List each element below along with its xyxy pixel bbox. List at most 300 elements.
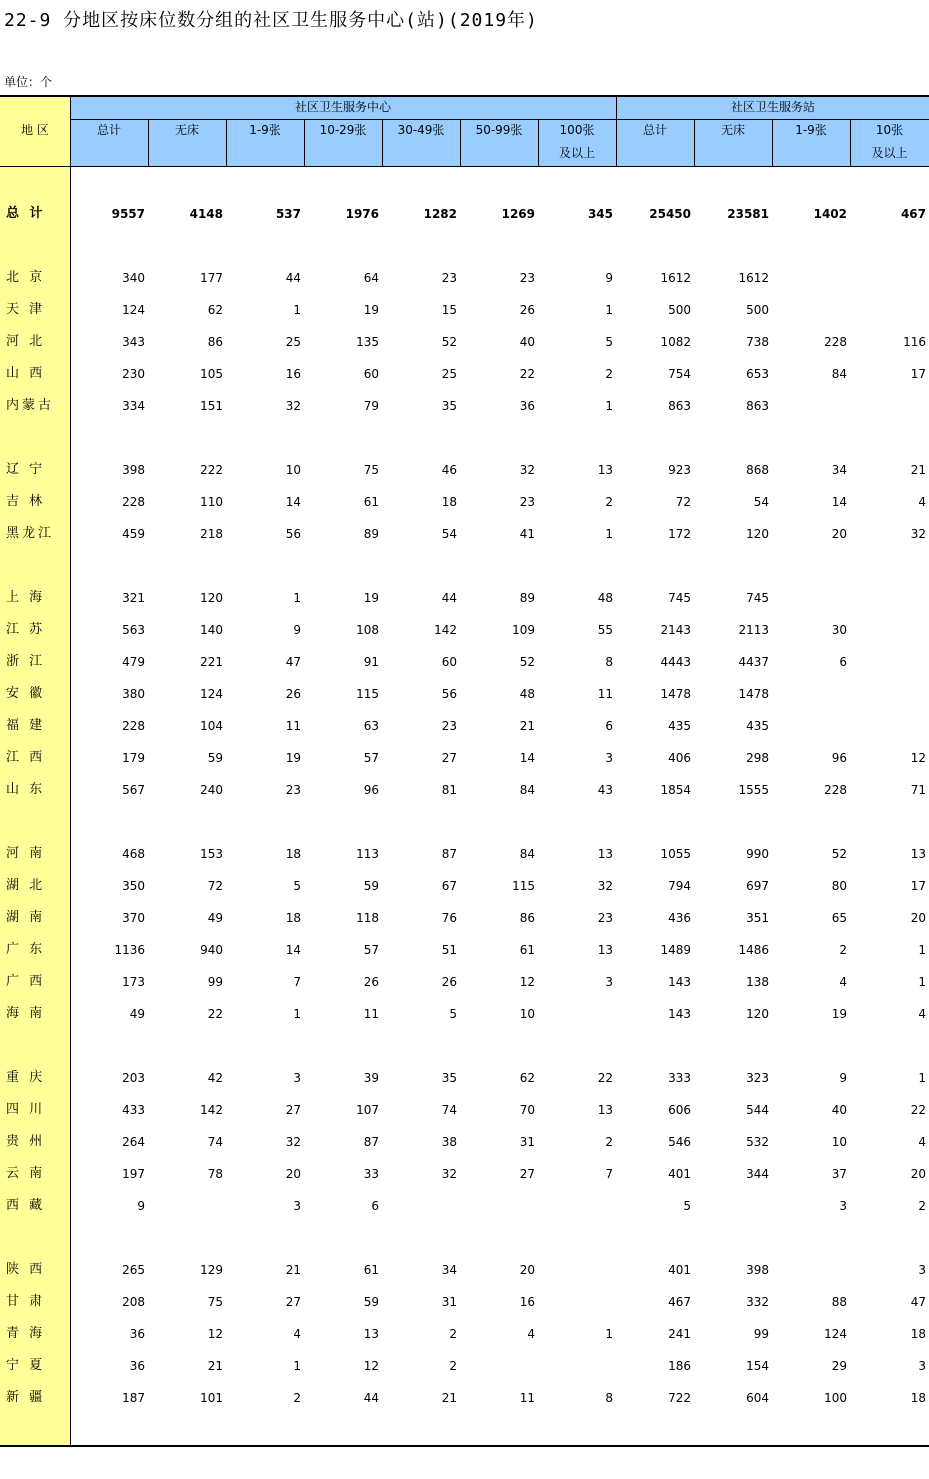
cell-value: 1	[293, 591, 301, 605]
cell-value: 13	[597, 943, 613, 957]
cell-value: 5	[683, 1199, 691, 1213]
cell-value: 8	[605, 1391, 613, 1405]
cell-value: 332	[746, 1295, 769, 1309]
cell-value: 67	[441, 879, 457, 893]
region-name: 湖 北	[6, 878, 46, 893]
cell-value: 222	[200, 463, 223, 477]
cell-value: 1	[605, 527, 613, 541]
table-row	[0, 1062, 929, 1094]
cell-value: 18	[910, 1327, 926, 1341]
cell-value: 25	[285, 335, 301, 349]
cell-value: 22	[910, 1103, 926, 1117]
column-header: 无床	[720, 123, 745, 137]
cell-value: 41	[519, 527, 535, 541]
cell-value: 467	[900, 207, 926, 221]
cell-value: 120	[200, 591, 223, 605]
table-row	[0, 1158, 929, 1190]
cell-value: 4	[839, 975, 847, 989]
table-row	[0, 1254, 929, 1286]
column-header: 10-29张	[319, 123, 367, 137]
cell-value: 1	[918, 943, 926, 957]
cell-value: 39	[363, 1071, 379, 1085]
cell-value: 406	[668, 751, 691, 765]
cell-value: 26	[285, 687, 301, 701]
cell-value: 321	[122, 591, 145, 605]
region-name: 上 海	[6, 590, 46, 605]
cell-value: 2	[449, 1327, 457, 1341]
cell-value: 370	[122, 911, 145, 925]
column-header: 总计	[642, 123, 667, 137]
cell-value: 89	[519, 591, 535, 605]
column-header: 1-9张	[249, 123, 281, 137]
cell-value: 135	[356, 335, 379, 349]
cell-value: 1	[918, 975, 926, 989]
cell-value: 34	[831, 463, 847, 477]
cell-value: 187	[122, 1391, 145, 1405]
cell-value: 55	[597, 623, 613, 637]
cell-value: 56	[285, 527, 301, 541]
table-row	[0, 1094, 929, 1126]
cell-value: 2	[293, 1391, 301, 1405]
cell-value: 56	[441, 687, 457, 701]
cell-value: 22	[207, 1007, 223, 1021]
region-name: 天 津	[6, 302, 46, 317]
region-name: 江 苏	[6, 622, 46, 637]
cell-value: 1478	[660, 687, 691, 701]
table-bottom-rule	[0, 1445, 929, 1447]
cell-value: 75	[207, 1295, 223, 1309]
cell-value: 25	[441, 367, 457, 381]
cell-value: 1269	[501, 207, 535, 221]
cell-value: 532	[746, 1135, 769, 1149]
cell-value: 61	[363, 495, 379, 509]
region-header: 地 区	[21, 123, 49, 137]
cell-value: 544	[746, 1103, 769, 1117]
region-name: 广 西	[6, 974, 46, 989]
cell-value: 18	[285, 911, 301, 925]
cell-value: 4437	[738, 655, 769, 669]
cell-value: 738	[746, 335, 769, 349]
region-name: 北 京	[6, 270, 46, 285]
column-header: 30-49张	[397, 123, 445, 137]
cell-value: 240	[200, 783, 223, 797]
cell-value: 143	[668, 1007, 691, 1021]
cell-value: 1055	[660, 847, 691, 861]
cell-value: 27	[285, 1103, 301, 1117]
cell-value: 20	[285, 1167, 301, 1181]
cell-value: 74	[441, 1103, 457, 1117]
cell-value: 604	[746, 1391, 769, 1405]
cell-value: 64	[363, 271, 379, 285]
table-row	[0, 774, 929, 806]
cell-value: 62	[207, 303, 223, 317]
cell-value: 14	[285, 495, 301, 509]
cell-value: 3	[293, 1199, 301, 1213]
cell-value: 27	[285, 1295, 301, 1309]
cell-value: 173	[122, 975, 145, 989]
cell-value: 37	[831, 1167, 847, 1181]
region-name: 安 徽	[6, 686, 46, 701]
cell-value: 2	[605, 1135, 613, 1149]
cell-value: 697	[746, 879, 769, 893]
table-row	[0, 710, 929, 742]
cell-value: 54	[753, 495, 769, 509]
cell-value: 21	[910, 463, 926, 477]
cell-value: 36	[129, 1359, 145, 1373]
table-row	[0, 902, 929, 934]
cell-value: 11	[519, 1391, 535, 1405]
cell-value: 107	[356, 1103, 379, 1117]
cell-value: 57	[363, 943, 379, 957]
cell-value: 1136	[114, 943, 145, 957]
cell-value: 1854	[660, 783, 691, 797]
cell-value: 62	[519, 1071, 535, 1085]
cell-value: 868	[746, 463, 769, 477]
cell-value: 140	[200, 623, 223, 637]
cell-value: 142	[434, 623, 457, 637]
cell-value: 26	[363, 975, 379, 989]
cell-value: 479	[122, 655, 145, 669]
cell-value: 2	[839, 943, 847, 957]
table-row	[0, 518, 929, 550]
region-name: 湖 南	[6, 910, 46, 925]
cell-value: 25450	[649, 207, 691, 221]
cell-value: 65	[831, 911, 847, 925]
table-row	[0, 1126, 929, 1158]
cell-value: 343	[122, 335, 145, 349]
cell-value: 59	[363, 879, 379, 893]
cell-value: 323	[746, 1071, 769, 1085]
table-row	[0, 390, 929, 422]
station-group-header: 社区卫生服务站	[730, 100, 815, 114]
cell-value: 72	[207, 879, 223, 893]
cell-value: 990	[746, 847, 769, 861]
cell-value: 23581	[727, 207, 769, 221]
cell-value: 179	[122, 751, 145, 765]
cell-value: 10	[285, 463, 301, 477]
region-name: 海 南	[6, 1006, 46, 1021]
cell-value: 12	[910, 751, 926, 765]
cell-value: 745	[746, 591, 769, 605]
cell-value: 16	[285, 367, 301, 381]
region-name: 贵 州	[6, 1134, 46, 1149]
cell-value: 31	[519, 1135, 535, 1149]
cell-value: 13	[597, 1103, 613, 1117]
table-row	[0, 262, 929, 294]
data-table	[0, 95, 929, 1447]
cell-value: 2	[605, 495, 613, 509]
cell-value: 1	[918, 1071, 926, 1085]
cell-value: 1	[293, 1359, 301, 1373]
table-row	[0, 614, 929, 646]
region-name: 辽 宁	[6, 462, 46, 477]
cell-value: 1282	[423, 207, 457, 221]
cell-value: 100	[824, 1391, 847, 1405]
cell-value: 221	[200, 655, 223, 669]
cell-value: 23	[285, 783, 301, 797]
cell-value: 154	[746, 1359, 769, 1373]
cell-value: 14	[831, 495, 847, 509]
cell-value: 60	[363, 367, 379, 381]
cell-value: 138	[746, 975, 769, 989]
cell-value: 43	[597, 783, 613, 797]
cell-value: 79	[363, 399, 379, 413]
cell-value: 1976	[345, 207, 379, 221]
cell-value: 333	[668, 1071, 691, 1085]
cell-value: 21	[207, 1359, 223, 1373]
cell-value: 722	[668, 1391, 691, 1405]
cell-value: 1612	[660, 271, 691, 285]
cell-value: 298	[746, 751, 769, 765]
region-name: 浙 江	[6, 654, 46, 669]
cell-value: 78	[207, 1167, 223, 1181]
table-row	[0, 966, 929, 998]
cell-value: 1082	[660, 335, 691, 349]
table-row	[0, 934, 929, 966]
cell-value: 115	[512, 879, 535, 893]
cell-value: 19	[363, 591, 379, 605]
cell-value: 22	[597, 1071, 613, 1085]
cell-value: 264	[122, 1135, 145, 1149]
cell-value: 29	[831, 1359, 847, 1373]
cell-value: 433	[122, 1103, 145, 1117]
cell-value: 44	[441, 591, 457, 605]
cell-value: 344	[746, 1167, 769, 1181]
region-name: 四 川	[6, 1102, 46, 1117]
cell-value: 3	[605, 751, 613, 765]
cell-value: 109	[512, 623, 535, 637]
cell-value: 13	[597, 847, 613, 861]
cell-value: 36	[519, 399, 535, 413]
column-header: 及以上	[871, 146, 908, 160]
cell-value: 44	[285, 271, 301, 285]
cell-value: 794	[668, 879, 691, 893]
cell-value: 197	[122, 1167, 145, 1181]
cell-value: 9	[605, 271, 613, 285]
cell-value: 23	[441, 271, 457, 285]
region-name: 甘 肃	[6, 1294, 46, 1309]
cell-value: 57	[363, 751, 379, 765]
cell-value: 32	[910, 527, 926, 541]
table-row	[0, 1382, 929, 1414]
cell-value: 863	[668, 399, 691, 413]
cell-value: 6	[839, 655, 847, 669]
cell-value: 3	[918, 1263, 926, 1277]
cell-value: 120	[746, 1007, 769, 1021]
cell-value: 9	[293, 623, 301, 637]
cell-value: 2	[918, 1199, 926, 1213]
table-row	[0, 1286, 929, 1318]
cell-value: 1489	[660, 943, 691, 957]
cell-value: 1555	[738, 783, 769, 797]
cell-value: 33	[363, 1167, 379, 1181]
cell-value: 13	[597, 463, 613, 477]
cell-value: 116	[903, 335, 926, 349]
cell-value: 72	[675, 495, 691, 509]
cell-value: 48	[597, 591, 613, 605]
cell-value: 86	[519, 911, 535, 925]
cell-value: 63	[363, 719, 379, 733]
region-name: 福 建	[6, 718, 46, 733]
cell-value: 228	[122, 719, 145, 733]
cell-value: 177	[200, 271, 223, 285]
region-name: 西 藏	[6, 1198, 46, 1213]
cell-value: 436	[668, 911, 691, 925]
table-row	[0, 486, 929, 518]
table-row	[0, 582, 929, 614]
cell-value: 20	[910, 911, 926, 925]
cell-value: 754	[668, 367, 691, 381]
cell-value: 14	[519, 751, 535, 765]
cell-value: 101	[200, 1391, 223, 1405]
cell-value: 228	[122, 495, 145, 509]
cell-value: 2	[449, 1359, 457, 1373]
cell-value: 108	[356, 623, 379, 637]
cell-value: 10	[831, 1135, 847, 1149]
table-row	[0, 1350, 929, 1382]
region-name: 云 南	[6, 1166, 46, 1181]
cell-value: 567	[122, 783, 145, 797]
cell-value: 87	[363, 1135, 379, 1149]
region-name: 重 庆	[6, 1070, 46, 1085]
cell-value: 4	[918, 1135, 926, 1149]
cell-value: 70	[519, 1103, 535, 1117]
cell-value: 32	[441, 1167, 457, 1181]
cell-value: 35	[441, 1071, 457, 1085]
column-header: 无床	[174, 123, 199, 137]
cell-value: 203	[122, 1071, 145, 1085]
cell-value: 49	[129, 1007, 145, 1021]
cell-value: 124	[122, 303, 145, 317]
cell-value: 80	[831, 879, 847, 893]
cell-value: 21	[441, 1391, 457, 1405]
cell-value: 5	[605, 335, 613, 349]
cell-value: 52	[519, 655, 535, 669]
cell-value: 6	[371, 1199, 379, 1213]
table-row	[0, 1318, 929, 1350]
cell-value: 14	[285, 943, 301, 957]
cell-value: 23	[441, 719, 457, 733]
table-row	[0, 870, 929, 902]
cell-value: 76	[441, 911, 457, 925]
cell-value: 23	[519, 495, 535, 509]
cell-value: 118	[356, 911, 379, 925]
cell-value: 26	[519, 303, 535, 317]
cell-value: 59	[207, 751, 223, 765]
cell-value: 4148	[189, 207, 223, 221]
cell-value: 44	[363, 1391, 379, 1405]
cell-value: 124	[200, 687, 223, 701]
cell-value: 60	[441, 655, 457, 669]
cell-value: 401	[668, 1263, 691, 1277]
column-header: 1-9张	[795, 123, 827, 137]
column-header: 总计	[96, 123, 121, 137]
cell-value: 89	[363, 527, 379, 541]
cell-value: 142	[200, 1103, 223, 1117]
cell-value: 230	[122, 367, 145, 381]
table-row	[0, 678, 929, 710]
cell-value: 13	[910, 847, 926, 861]
cell-value: 10	[519, 1007, 535, 1021]
region-name: 黑龙江	[6, 526, 55, 541]
region-name: 山 西	[6, 366, 46, 381]
cell-value: 228	[824, 335, 847, 349]
cell-value: 105	[200, 367, 223, 381]
cell-value: 380	[122, 687, 145, 701]
cell-value: 115	[356, 687, 379, 701]
cell-value: 16	[519, 1295, 535, 1309]
region-name: 总 计	[6, 206, 46, 221]
cell-value: 22	[519, 367, 535, 381]
cell-value: 2	[605, 367, 613, 381]
cell-value: 32	[285, 399, 301, 413]
cell-value: 4	[527, 1327, 535, 1341]
cell-value: 48	[519, 687, 535, 701]
cell-value: 1486	[738, 943, 769, 957]
cell-value: 71	[910, 783, 926, 797]
region-name: 青 海	[6, 1326, 46, 1341]
cell-value: 32	[285, 1135, 301, 1149]
cell-value: 17	[910, 367, 926, 381]
cell-value: 4	[293, 1327, 301, 1341]
cell-value: 40	[519, 335, 535, 349]
cell-value: 129	[200, 1263, 223, 1277]
cell-value: 52	[831, 847, 847, 861]
cell-value: 923	[668, 463, 691, 477]
cell-value: 18	[441, 495, 457, 509]
cell-value: 459	[122, 527, 145, 541]
cell-value: 334	[122, 399, 145, 413]
cell-value: 143	[668, 975, 691, 989]
cell-value: 151	[200, 399, 223, 413]
cell-value: 88	[831, 1295, 847, 1309]
region-name: 内蒙古	[6, 398, 55, 413]
region-name: 新 疆	[6, 1390, 46, 1405]
cell-value: 15	[441, 303, 457, 317]
cell-value: 7	[293, 975, 301, 989]
cell-value: 153	[200, 847, 223, 861]
cell-value: 19	[285, 751, 301, 765]
cell-value: 401	[668, 1167, 691, 1181]
cell-value: 12	[363, 1359, 379, 1373]
cell-value: 863	[746, 399, 769, 413]
cell-value: 27	[441, 751, 457, 765]
table-row	[0, 742, 929, 774]
cell-value: 653	[746, 367, 769, 381]
cell-value: 6	[605, 719, 613, 733]
region-name: 江 西	[6, 750, 46, 765]
cell-value: 537	[275, 207, 301, 221]
cell-value: 86	[207, 335, 223, 349]
cell-value: 20	[519, 1263, 535, 1277]
cell-value: 75	[363, 463, 379, 477]
cell-value: 546	[668, 1135, 691, 1149]
region-name: 陕 西	[6, 1262, 46, 1277]
cell-value: 351	[746, 911, 769, 925]
cell-value: 84	[831, 367, 847, 381]
cell-value: 35	[441, 399, 457, 413]
cell-value: 34	[441, 1263, 457, 1277]
cell-value: 30	[831, 623, 847, 637]
cell-value: 27	[519, 1167, 535, 1181]
total-row	[0, 198, 929, 230]
cell-value: 12	[207, 1327, 223, 1341]
table-row	[0, 326, 929, 358]
cell-value: 18	[910, 1391, 926, 1405]
cell-value: 1	[605, 303, 613, 317]
cell-value: 340	[122, 271, 145, 285]
cell-value: 563	[122, 623, 145, 637]
